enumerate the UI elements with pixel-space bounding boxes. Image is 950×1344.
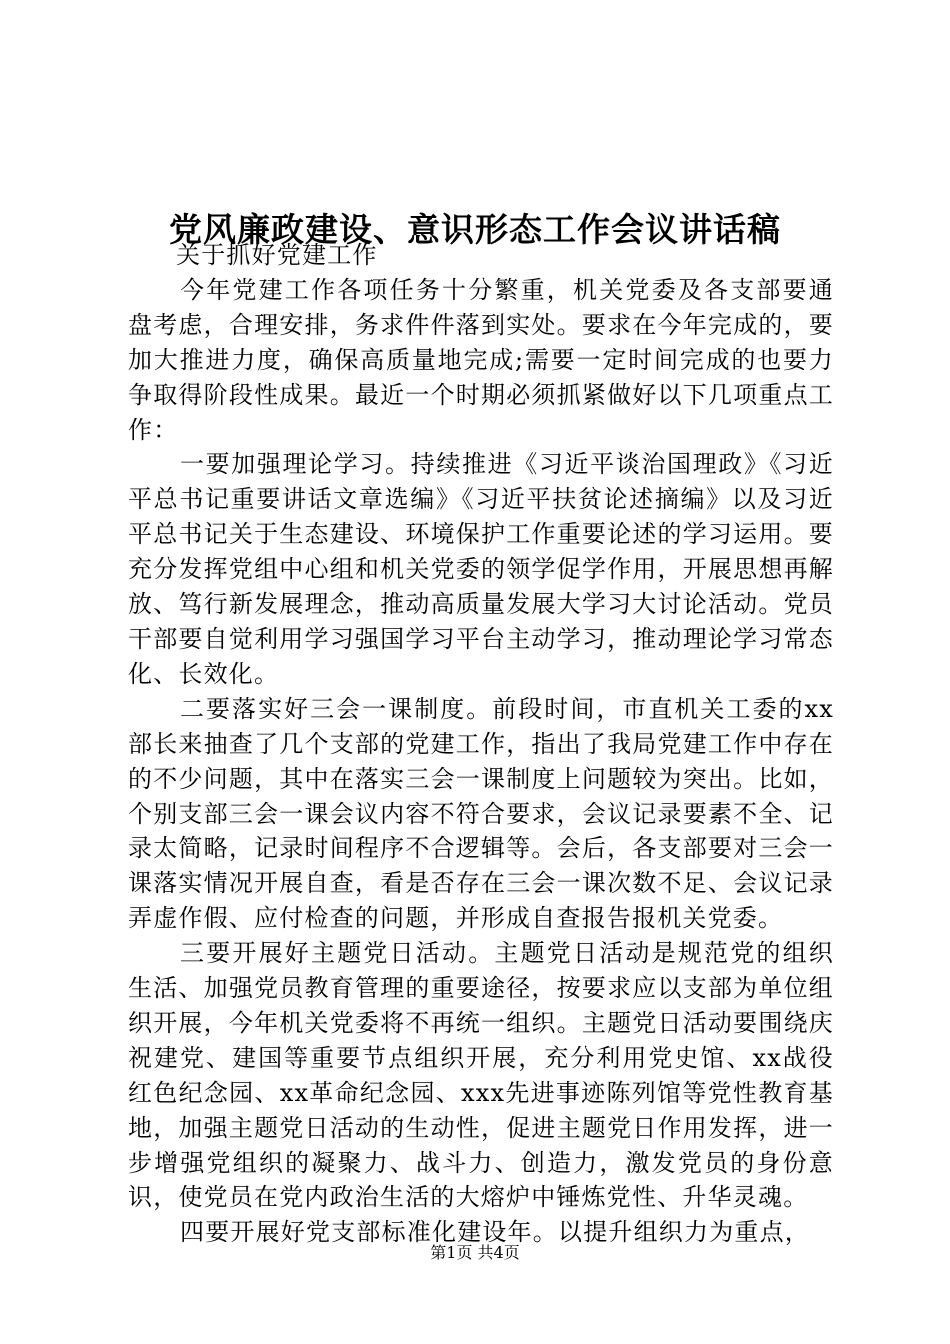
paragraph-intro: 今年党建工作各项任务十分繁重，机关党委及各支部要通盘考虑，合理安排，务求件件落到实处。要求在今年完成的，要加大推进力度，确保高质量地完成;需要一定时间完成的也要力争取得阶段性成果。最近一个时期必须抓紧做好以下几项重点工作： [128, 275, 834, 444]
paragraph-party-day: 三要开展好主题党日活动。主题党日活动是规范党的组织生活、加强党员教育管理的重要途径，按要求应以支部为单位组织开展，今年机关党委将不再统一组织。主题党日活动要围绕庆祝建党、建国等重要节点组织开展，充分利用党史馆、xx战役红色纪念园、xx革命纪念园、xxx先进事迹陈列馆等党性教育基地，加强主题党日活动的生动性，促进主题党日作用发挥，进一步增强党组织的凝聚力、战斗力、创造力，激发党员的身份意识，使党员在党内政治生活的大熔炉中锤炼党性、升华灵魂。 [128, 939, 834, 1212]
paragraph-three-meetings: 二要落实好三会一课制度。前段时间，市直机关工委的xx部长来抽查了几个支部的党建工作，指出了我局党建工作中存在的不少问题，其中在落实三会一课制度上问题较为突出。比如，个别支部三会一课会议内容不符合要求，会议记录要素不全、记录太简略，记录时间程序不合逻辑等。会后，各支部要对三会一课落实情况开展自查，看是否存在三会一课次数不足、会议记录弄虚作假、应付检查的问题，并形成自查报告报机关党委。 [128, 694, 834, 933]
document-title: 党风廉政建设、意识形态工作会议讲话稿 [169, 210, 781, 250]
paragraph-theory-study: 一要加强理论学习。持续推进《习近平谈治国理政》《习近平总书记重要讲话文章选编》《习近平扶贫论述摘编》以及习近平总书记关于生态建设、环境保护工作重要论述的学习运用。要充分发挥党组中心组和机关党委的领学促学作用，开展思想再解放、笃行新发展理念，推动高质量发展大学习大讨论活动。党员干部要自觉利用学习强国学习平台主动学习，推动理论学习常态化、长效化。 [128, 450, 834, 688]
paragraph-standardization: 四要开展好党支部标准化建设年。以提升组织力为重点， [180, 1218, 810, 1247]
section-heading: 关于抓好党建工作 [176, 241, 378, 269]
document-body [128, 238, 834, 1250]
page-number-footer: 第1页 共4页 [430, 1243, 520, 1262]
